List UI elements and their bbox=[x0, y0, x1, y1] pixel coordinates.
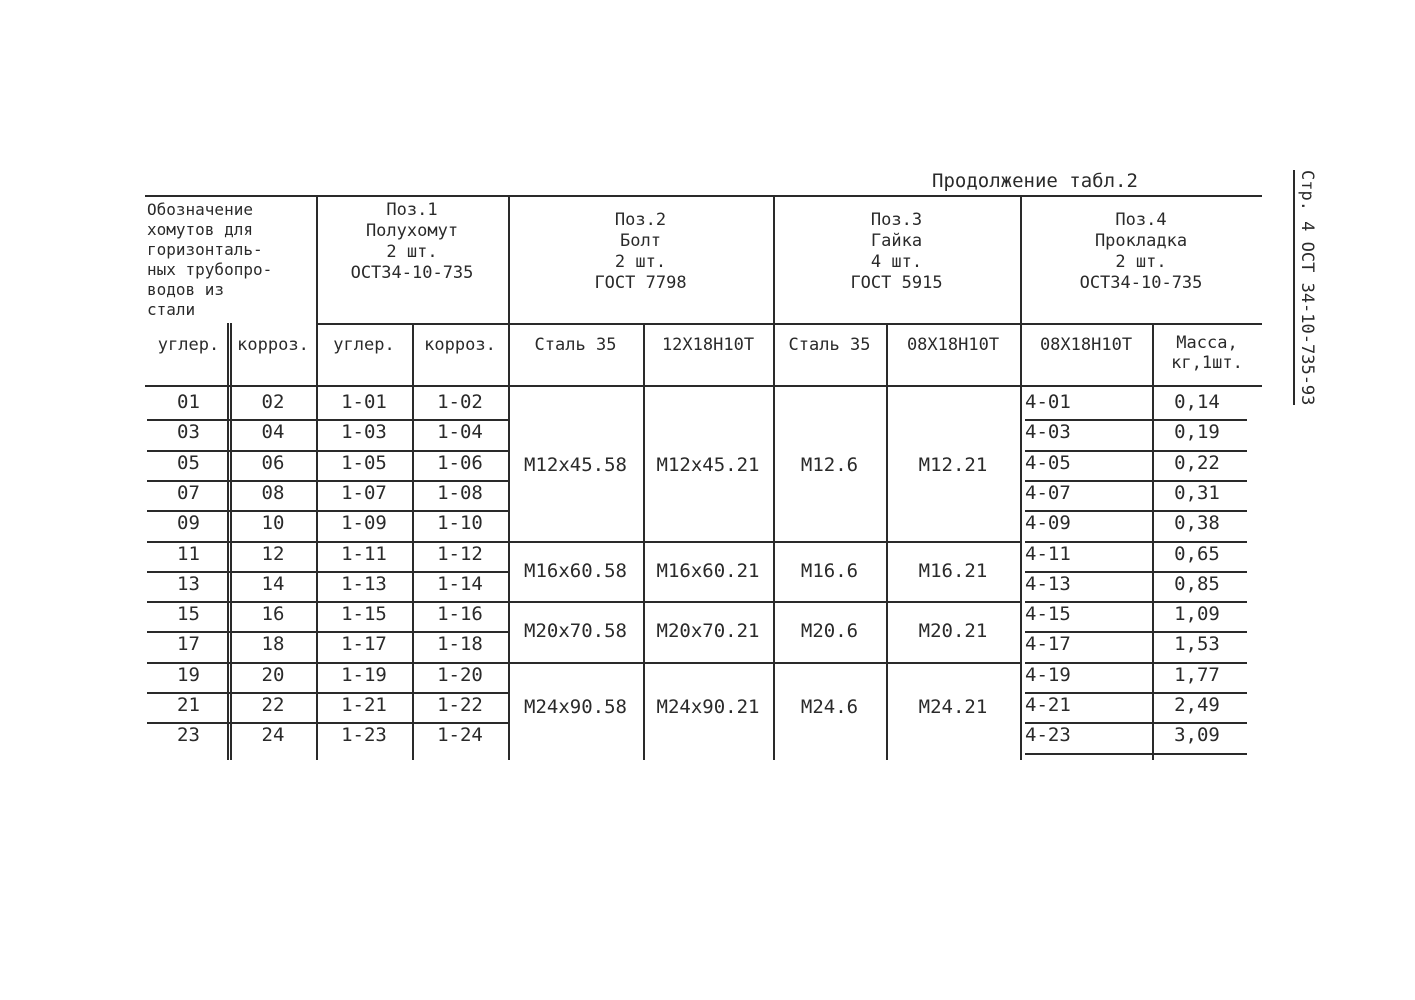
table-cell: 13 bbox=[177, 572, 200, 595]
nut-08x18-cell: М20.21 bbox=[918, 620, 988, 643]
header-designation: Обозначение хомутов для горизонталь- ных трубопро- водов из стали bbox=[147, 200, 273, 319]
subheader-cell: углер. bbox=[157, 335, 220, 355]
table-cell: 1,09 bbox=[1174, 603, 1220, 626]
table-cell: 4-13 bbox=[1025, 572, 1071, 595]
bolt-12x18-cell: М20х70.21 bbox=[656, 620, 760, 643]
rule-line bbox=[508, 601, 1020, 603]
subheader-cell: Сталь 35 bbox=[534, 335, 617, 355]
table-cell: 12 bbox=[261, 542, 285, 565]
table-cell: 19 bbox=[177, 663, 200, 686]
page-side-label: Стр. 4 ОСТ 34-10-735-93 bbox=[1293, 170, 1317, 405]
rule-line bbox=[145, 195, 1262, 197]
table-cell: 10 bbox=[261, 512, 285, 535]
table-cell: 02 bbox=[261, 391, 285, 413]
nut-08x18-cell: М12.21 bbox=[918, 453, 988, 476]
table-cell: 1-23 bbox=[341, 724, 387, 747]
table-cell: 18 bbox=[261, 633, 285, 656]
header-pos3: Поз.3 Гайка 4 шт. ГОСТ 5915 bbox=[850, 210, 943, 293]
table-cell: 1-22 bbox=[437, 694, 483, 716]
table-cell: 06 bbox=[261, 451, 285, 474]
table-cell: 1,53 bbox=[1174, 633, 1220, 656]
table-cell: 16 bbox=[261, 603, 285, 626]
bolt-steel35-cell: М12х45.58 bbox=[524, 453, 627, 476]
nut-steel35-cell: М12.6 bbox=[800, 453, 859, 476]
table-cell: 2,49 bbox=[1174, 694, 1220, 716]
nut-steel35-cell: М20.6 bbox=[800, 620, 859, 643]
rule-line bbox=[508, 662, 1020, 664]
table-cell: 1,77 bbox=[1174, 663, 1220, 686]
table-cell: 17 bbox=[177, 633, 200, 656]
bolt-steel35-cell: М16х60.58 bbox=[524, 559, 627, 582]
subheader-cell: корроз. bbox=[424, 335, 496, 355]
rule-line bbox=[316, 323, 1262, 325]
continuation-label: Продолжение табл.2 bbox=[932, 170, 1138, 192]
subheader-cell: 08Х18Н10Т bbox=[1039, 335, 1133, 355]
table-cell: 14 bbox=[261, 572, 285, 595]
table-cell: 22 bbox=[261, 694, 285, 716]
table-cell: 21 bbox=[177, 694, 200, 716]
header-pos2: Поз.2 Болт 2 шт. ГОСТ 7798 bbox=[594, 210, 687, 293]
table-cell: 4-19 bbox=[1025, 663, 1071, 686]
table-cell: 09 bbox=[177, 512, 200, 535]
table-cell: 1-20 bbox=[437, 663, 483, 686]
table-cell: 0,14 bbox=[1174, 391, 1220, 413]
table-cell: 4-01 bbox=[1025, 391, 1071, 413]
table-cell: 4-07 bbox=[1025, 481, 1071, 504]
table-cell: 1-09 bbox=[341, 512, 387, 535]
nut-steel35-cell: М16.6 bbox=[800, 559, 859, 582]
table-cell: 20 bbox=[261, 663, 285, 686]
table-cell: 1-12 bbox=[437, 542, 483, 565]
bolt-12x18-cell: М12х45.21 bbox=[656, 453, 760, 476]
table-cell: 1-08 bbox=[437, 481, 483, 504]
subheader-cell: 08Х18Н10Т bbox=[906, 335, 1000, 355]
table-cell: 0,19 bbox=[1174, 421, 1220, 444]
table-cell: 4-09 bbox=[1025, 512, 1071, 535]
table-cell: 0,38 bbox=[1174, 512, 1220, 535]
table-cell: 4-11 bbox=[1025, 542, 1071, 565]
subheader-cell: углер. bbox=[333, 335, 395, 355]
table-cell: 1-13 bbox=[341, 572, 387, 595]
bolt-12x18-cell: М16х60.21 bbox=[656, 559, 760, 582]
table-cell: 1-24 bbox=[437, 724, 483, 747]
subheader-cell: корроз. bbox=[237, 335, 309, 355]
table-cell: 4-23 bbox=[1025, 724, 1071, 747]
table-cell: 0,65 bbox=[1174, 542, 1220, 565]
nut-08x18-cell: М16.21 bbox=[918, 559, 988, 582]
table-cell: 01 bbox=[177, 391, 200, 413]
subheader-cell: Сталь 35 bbox=[788, 335, 871, 355]
bolt-steel35-cell: М24х90.58 bbox=[524, 696, 627, 719]
table-cell: 1-01 bbox=[341, 391, 387, 413]
table-cell: 04 bbox=[261, 421, 285, 444]
subheader-cell: Масса, кг,1шт. bbox=[1171, 333, 1243, 373]
table-cell: 1-05 bbox=[341, 451, 387, 474]
table-cell: 1-19 bbox=[341, 663, 387, 686]
table-cell: 1-15 bbox=[341, 603, 387, 626]
subheader-cell: 12Х18Н10Т bbox=[661, 335, 755, 355]
table-cell: 1-06 bbox=[437, 451, 483, 474]
table-cell: 1-07 bbox=[341, 481, 387, 504]
table-cell: 1-18 bbox=[437, 633, 483, 656]
table-cell: 15 bbox=[177, 603, 200, 626]
rule-line bbox=[145, 385, 1262, 387]
table-cell: 05 bbox=[177, 451, 200, 474]
table-cell: 4-15 bbox=[1025, 603, 1071, 626]
table-cell: 1-14 bbox=[437, 572, 483, 595]
table-cell: 0,22 bbox=[1174, 451, 1220, 474]
header-pos1: Поз.1 Полухомут 2 шт. ОСТ34-10-735 bbox=[350, 200, 474, 283]
table-cell: 08 bbox=[261, 481, 285, 504]
table-cell: 23 bbox=[177, 724, 200, 747]
table-cell: 4-21 bbox=[1025, 694, 1071, 716]
table-cell: 03 bbox=[177, 421, 200, 444]
table-cell: 4-05 bbox=[1025, 451, 1071, 474]
nut-08x18-cell: М24.21 bbox=[918, 696, 988, 719]
rule-line bbox=[508, 541, 1020, 543]
table-cell: 1-17 bbox=[341, 633, 387, 656]
table-cell: 07 bbox=[177, 481, 200, 504]
header-pos4: Поз.4 Прокладка 2 шт. ОСТ34-10-735 bbox=[1079, 210, 1203, 293]
table-cell: 0,31 bbox=[1174, 481, 1220, 504]
table-cell: 1-21 bbox=[341, 694, 387, 716]
table-cell: 3,09 bbox=[1174, 724, 1220, 747]
table-cell: 1-16 bbox=[437, 603, 483, 626]
table-cell: 1-10 bbox=[437, 512, 483, 535]
table-cell: 1-03 bbox=[341, 421, 387, 444]
bolt-12x18-cell: М24х90.21 bbox=[656, 696, 760, 719]
nut-steel35-cell: М24.6 bbox=[800, 696, 859, 719]
bolt-steel35-cell: М20х70.58 bbox=[524, 620, 627, 643]
table-cell: 11 bbox=[177, 542, 200, 565]
table-cell: 1-04 bbox=[437, 421, 483, 444]
rule-line bbox=[1025, 753, 1247, 755]
table-cell: 0,85 bbox=[1174, 572, 1220, 595]
table-cell: 1-11 bbox=[341, 542, 387, 565]
table-cell: 24 bbox=[261, 724, 285, 747]
table-cell: 1-02 bbox=[437, 391, 483, 413]
table-cell: 4-03 bbox=[1025, 421, 1071, 444]
table-cell: 4-17 bbox=[1025, 633, 1071, 656]
